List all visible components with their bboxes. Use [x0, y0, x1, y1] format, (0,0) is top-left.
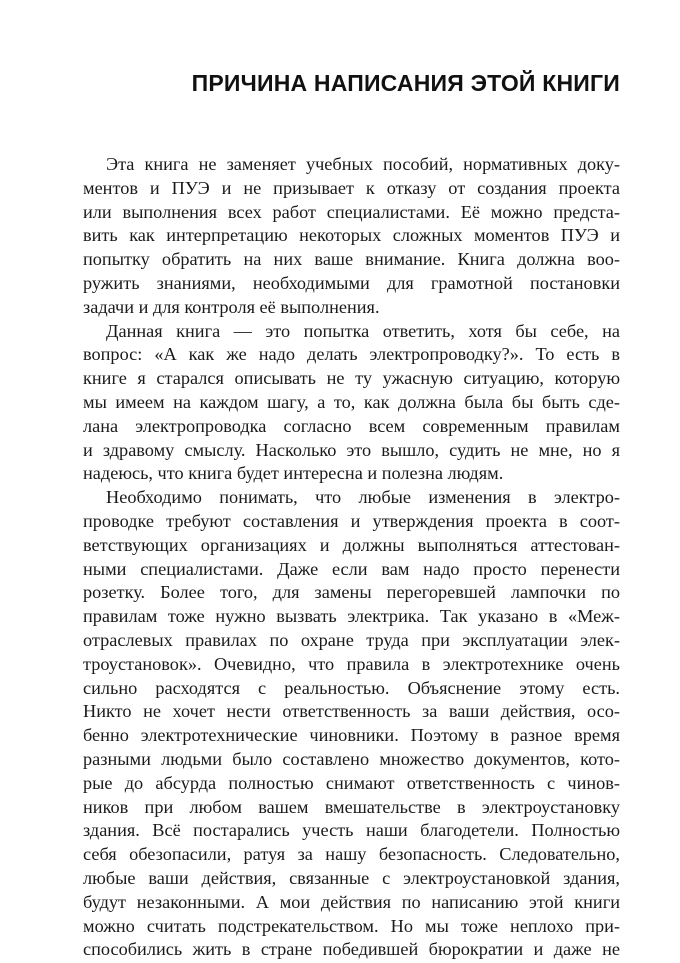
- text-line: себя обезопасили, ратуя за нашу безопасность. Следовательно,: [83, 844, 620, 865]
- text-line: бенно электротехнические чиновники. Поэтому в разное время: [83, 725, 620, 746]
- text-line: Необходимо понимать, что любые изменения в электро-: [106, 487, 620, 508]
- text-line: ными специалистами. Даже если вам надо просто перенести: [83, 558, 620, 579]
- text-line: можно считать подстрекательством. Но мы тоже неплохо при-: [83, 915, 620, 936]
- text-line: разными людьми было составлено множество документов, кото-: [83, 748, 620, 769]
- text-line: вопрос: «А как же надо делать электропроводку?». То есть в: [83, 344, 620, 365]
- text-line: попытку обратить на них ваше внимание. Книга должна воо-: [83, 249, 620, 270]
- paragraph: [83, 486, 620, 962]
- text-line: ветствующих организациях и должны выполняться аттестован-: [83, 534, 620, 555]
- text-line: надеюсь, что книга будет интересна и полезна людям.: [83, 463, 504, 484]
- text-line: отраслевых правилах по охране труда при эксплуатации элек-: [83, 629, 620, 650]
- text-line: или выполнения всех работ специалистами. Её можно предста-: [83, 201, 620, 222]
- text-line: ментов и ПУЭ и не призывает к отказу от создания проекта: [83, 177, 620, 198]
- text-line: проводке требуют составления и утверждения проекта в соот-: [83, 510, 620, 531]
- text-line: способились жить в стране победившей бюрократии и даже не: [83, 939, 620, 960]
- text-line: любые ваши действия, связанные с электроустановкой здания,: [83, 867, 620, 888]
- text-line: Эта книга не заменяет учебных пособий, нормативных доку-: [106, 154, 620, 174]
- text-line: Никто не хочет нести ответственность за ваши действия, осо-: [83, 701, 620, 722]
- text-line: задачи и для контроля её выполнения.: [83, 296, 380, 317]
- body-text: [83, 153, 620, 962]
- text-line: ружить знаниями, необходимыми для грамотной постановки: [83, 272, 620, 293]
- text-line: здания. Всё постарались учесть наши благодетели. Полностью: [83, 820, 620, 841]
- paragraph: [83, 153, 620, 320]
- text-line: правилам тоже нужно вызвать электрика. Так указано в «Меж-: [83, 606, 620, 627]
- text-line: розетку. Более того, для замены перегоревшей лампочки по: [83, 582, 620, 603]
- text-line: сильно расходятся с реальностью. Объяснение этому есть.: [83, 677, 620, 698]
- paragraph: [83, 320, 620, 487]
- text-line: и здравому смыслу. Насколько это вышло, судить не мне, но я: [83, 439, 620, 460]
- text-line: вить как интерпретацию некоторых сложных моментов ПУЭ и: [83, 225, 620, 246]
- chapter-title: ПРИЧИНА НАПИСАНИЯ ЭТОЙ КНИГИ: [191, 70, 620, 96]
- text-line: троустановок». Очевидно, что правила в электротехнике очень: [83, 653, 620, 674]
- text-line: мы имеем на каждом шагу, а то, как должна была бы быть сде-: [83, 391, 620, 412]
- text-line: будут незаконными. А мои действия по написанию этой книги: [83, 891, 620, 912]
- text-line: книге я старался описывать не ту ужасную ситуацию, которую: [83, 368, 620, 389]
- text-line: рые до абсурда полностью снимают ответственность с чинов-: [83, 772, 620, 793]
- text-line: ников при любом вашем вмешательстве в электроустановку: [83, 796, 620, 817]
- text-line: лана электропроводка согласно всем современным правилам: [83, 415, 620, 436]
- text-line: Данная книга — это попытка ответить, хотя бы себе, на: [106, 320, 620, 341]
